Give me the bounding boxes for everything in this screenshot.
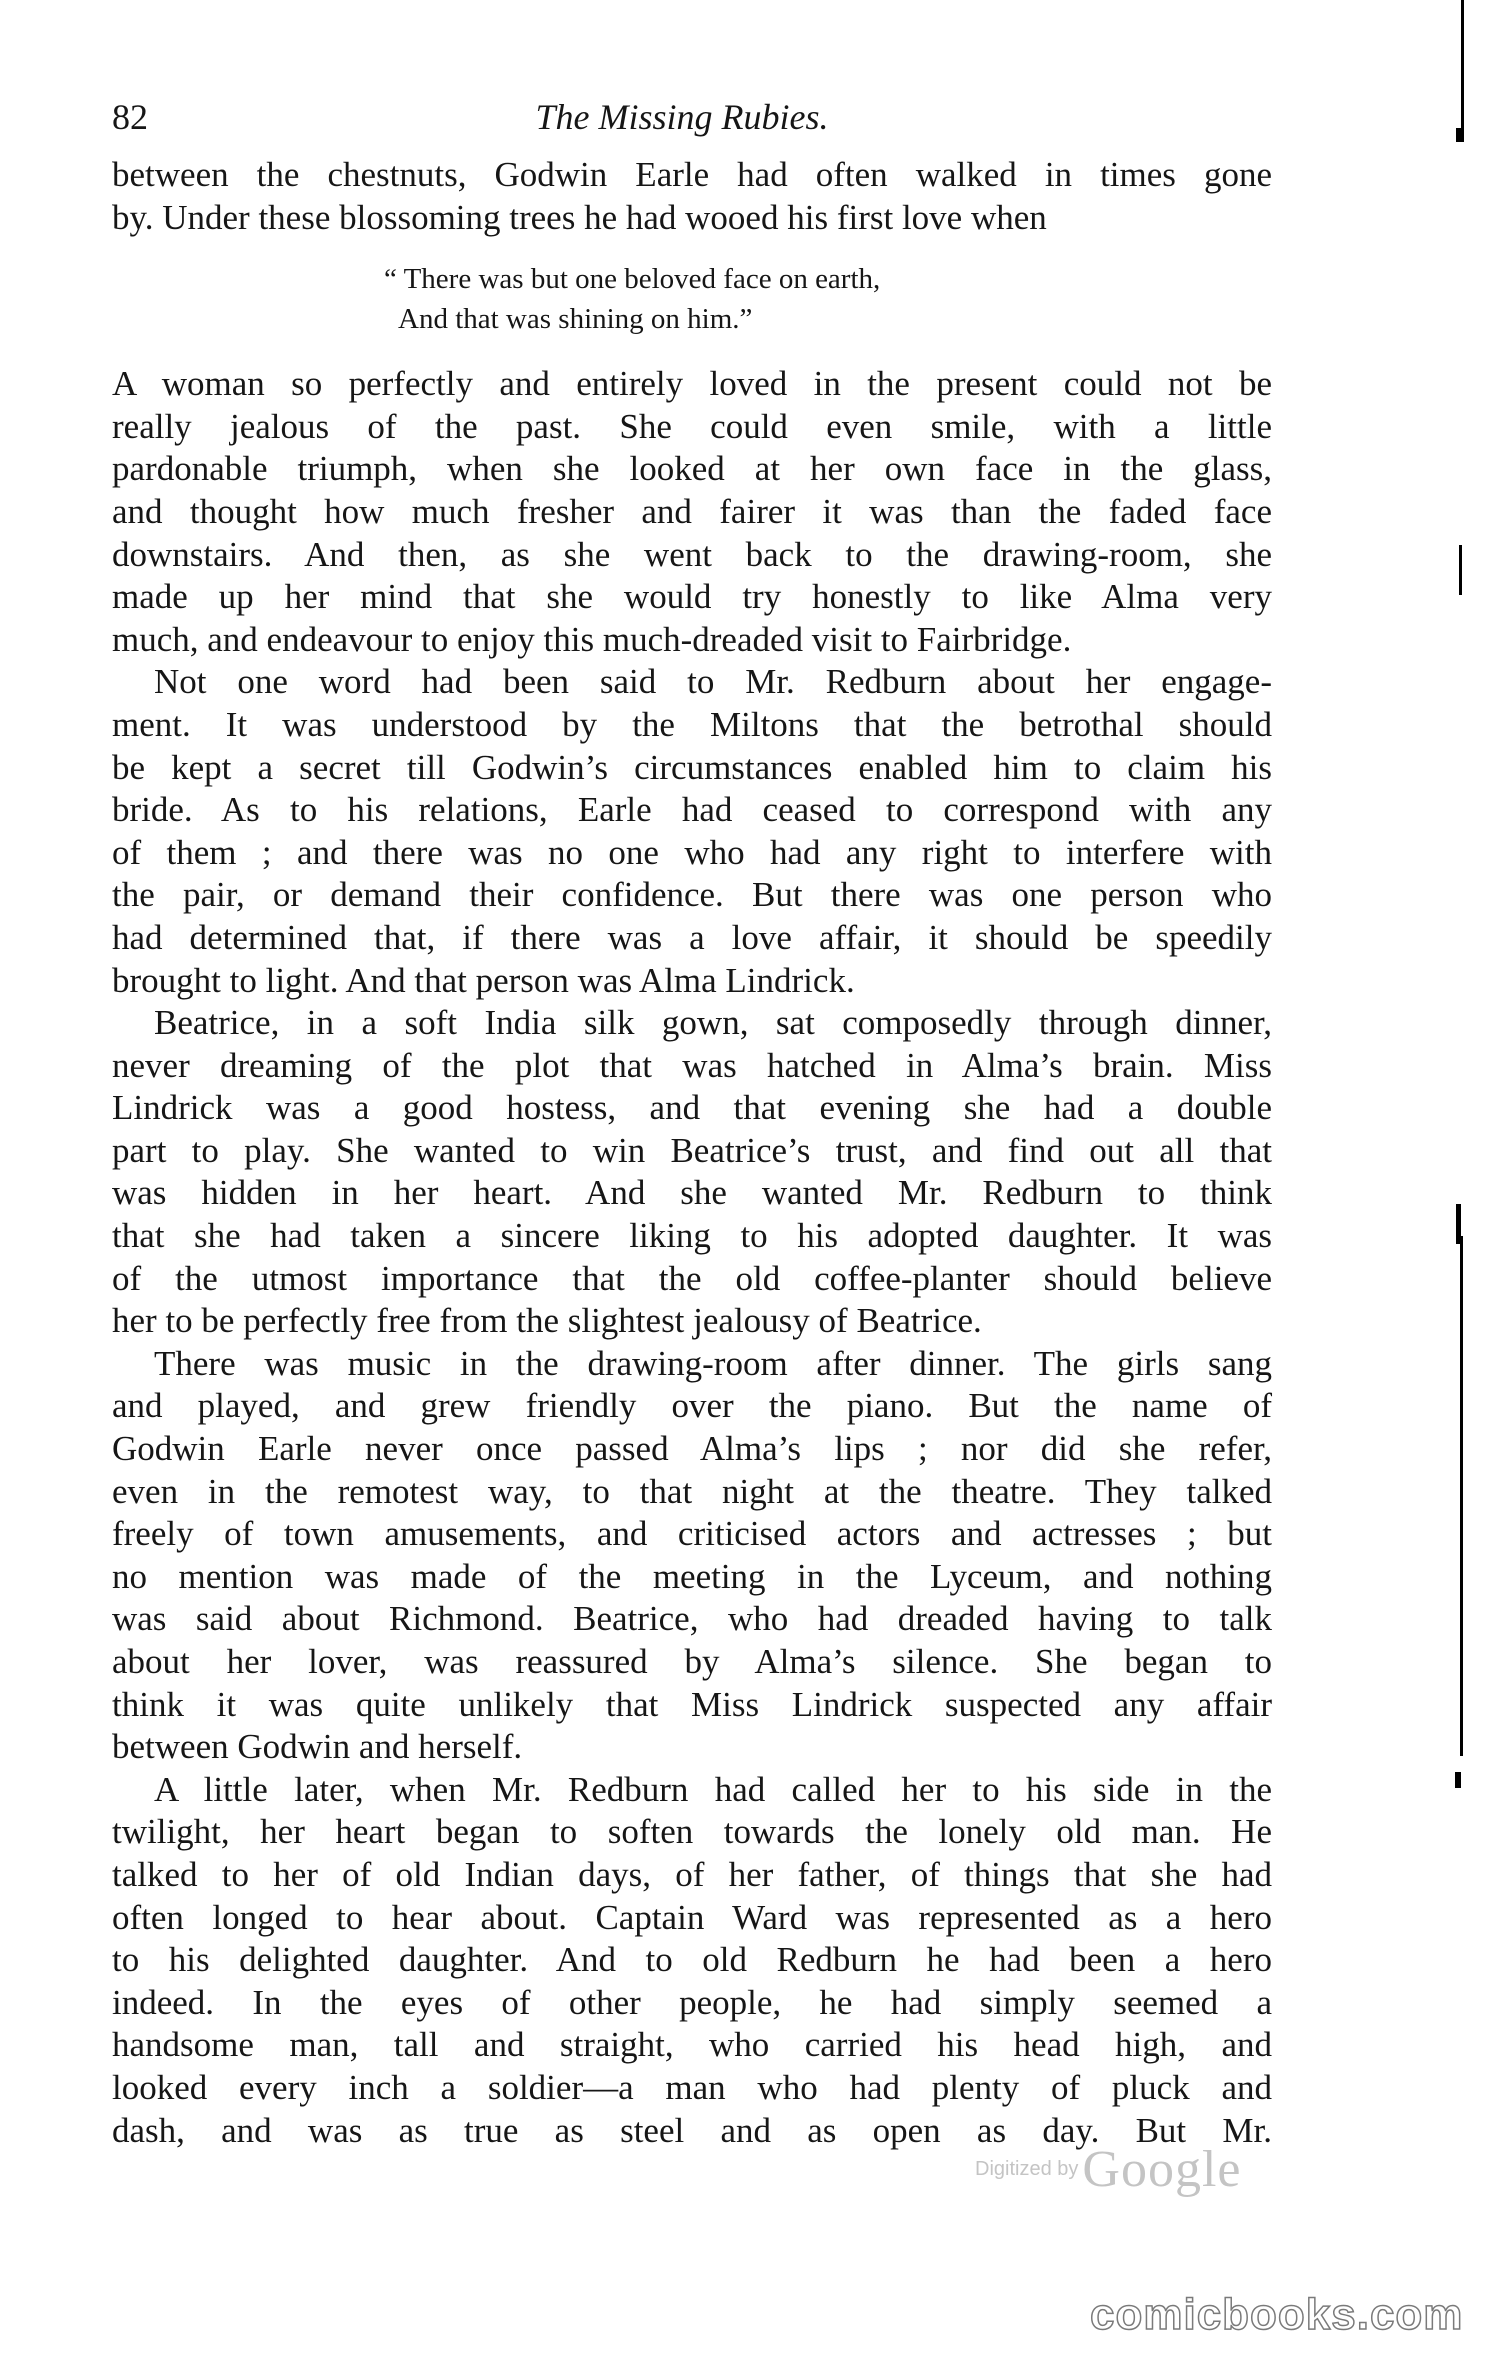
text-line: about her lover, was reassured by Alma’s silence. She began to	[112, 1642, 1272, 1681]
text-line: made up her mind that she would try honestly to like Alma very	[112, 577, 1272, 617]
text-line: handsome man, tall and straight, who carried his head high, and	[112, 2025, 1272, 2065]
verse-line: And that was shining on him.”	[398, 303, 753, 336]
text-line: Beatrice, in a soft India silk gown, sat composedly through dinner,	[154, 1003, 1272, 1043]
paragraph-3	[112, 661, 1272, 1002]
text-line: was hidden in her heart. And she wanted Mr. Redburn to think	[112, 1173, 1272, 1213]
text-line: Not one word had been said to Mr. Redburn about her engage-	[154, 662, 1272, 702]
digitized-by-google-mark	[975, 2140, 1305, 2200]
text-line: had determined that, if there was a love affair, it should be speedily	[112, 917, 1272, 957]
scan-edge-mark	[1461, 0, 1464, 140]
verse-quote	[112, 259, 1272, 339]
text-line: often longed to hear about. Captain Ward was represented as a hero	[112, 1897, 1272, 1937]
text-line: really jealous of the past. She could even smile, with a little	[112, 406, 1272, 446]
text-line: downstairs. And then, as she went back to the drawing-room, she	[112, 534, 1272, 574]
text-line: between the chestnuts, Godwin Earle had often walked in times gone	[112, 155, 1272, 194]
text-line: to his delighted daughter. And to old Redburn he had been a hero	[112, 1940, 1272, 1980]
text-line: be kept a secret till Godwin’s circumstances enabled him to claim his	[112, 747, 1272, 787]
scan-edge-mark	[1455, 1772, 1461, 1788]
text-line: dash, and was as true as steel and as open as day. But Mr.	[112, 2110, 1272, 2150]
text-line: her to be perfectly free from the slightest jealousy of Beatrice.	[112, 1301, 982, 1341]
text-line: talked to her of old Indian days, of her father, of things that she had	[112, 1854, 1272, 1894]
text-line: of them ; and there was no one who had any right to interfere with	[112, 832, 1272, 872]
text-line: between Godwin and herself.	[112, 1727, 523, 1767]
text-line: no mention was made of the meeting in the Lyceum, and nothing	[112, 1556, 1272, 1596]
text-line: Lindrick was a good hostess, and that evening she had a double	[112, 1088, 1272, 1128]
text-line: the pair, or demand their confidence. But there was one person who	[112, 875, 1272, 915]
scan-edge-mark	[1460, 1236, 1463, 1756]
text-line: Godwin Earle never once passed Alma’s lips ; nor did she refer,	[112, 1429, 1272, 1469]
text-line: brought to light. And that person was Alma Lindrick.	[112, 960, 855, 1000]
running-title: The Missing Rubies.	[535, 97, 829, 137]
text-line: and played, and grew friendly over the piano. But the name of	[112, 1386, 1272, 1426]
text-line: A little later, when Mr. Redburn had called her to his side in the	[154, 1769, 1272, 1809]
text-line: and thought how much fresher and fairer it was than the faded face	[112, 491, 1272, 531]
paragraph-1	[112, 154, 1272, 239]
paragraph-2	[112, 363, 1272, 661]
text-line: much, and endeavour to enjoy this much-dreaded visit to Fairbridge.	[112, 619, 1072, 659]
site-watermark: comicbooks.com	[1090, 2290, 1464, 2339]
paragraph-6	[112, 1769, 1272, 2152]
text-line: bride. As to his relations, Earle had ceased to correspond with any	[112, 790, 1272, 830]
text-line: indeed. In the eyes of other people, he had simply seemed a	[112, 1982, 1272, 2022]
page-number: 82	[112, 97, 148, 137]
text-line: never dreaming of the plot that was hatched in Alma’s brain. Miss	[112, 1045, 1272, 1085]
text-line: think it was quite unlikely that Miss Lindrick suspected any affair	[112, 1684, 1272, 1724]
text-line: freely of town amusements, and criticised actors and actresses ; but	[112, 1514, 1272, 1554]
text-line: There was music in the drawing-room after dinner. The girls sang	[154, 1343, 1272, 1383]
text-line: ment. It was understood by the Miltons that the betrothal should	[112, 704, 1272, 744]
page-header	[112, 92, 1252, 142]
text-line: was said about Richmond. Beatrice, who had dreaded having to talk	[112, 1599, 1272, 1639]
text-line: pardonable triumph, when she looked at her own face in the glass,	[112, 449, 1272, 489]
scan-edge-mark	[1456, 128, 1464, 142]
text-line: even in the remotest way, to that night at the theatre. They talked	[112, 1471, 1272, 1511]
digitized-by-label: Digitized by	[975, 2158, 1079, 2180]
text-line: part to play. She wanted to win Beatrice’s trust, and find out all that	[112, 1130, 1272, 1170]
scan-edge-mark	[1459, 545, 1462, 595]
text-line: looked every inch a soldier—a man who had plenty of pluck and	[112, 2067, 1272, 2107]
paragraph-5	[112, 1343, 1272, 1769]
verse-line: “ There was but one beloved face on earth,	[384, 263, 881, 296]
google-logo-text: Google	[1082, 2141, 1242, 2198]
text-line: twilight, her heart began to soften towards the lonely old man. He	[112, 1812, 1272, 1852]
body-text	[112, 154, 1272, 2152]
paragraph-4	[112, 1002, 1272, 1343]
text-line: that she had taken a sincere liking to his adopted daughter. It was	[112, 1216, 1272, 1256]
text-line: by. Under these blossoming trees he had wooed his first love when	[112, 197, 1047, 237]
text-line: of the utmost importance that the old coffee-planter should believe	[112, 1258, 1272, 1298]
text-line: A woman so perfectly and entirely loved in the present could not be	[112, 364, 1272, 404]
